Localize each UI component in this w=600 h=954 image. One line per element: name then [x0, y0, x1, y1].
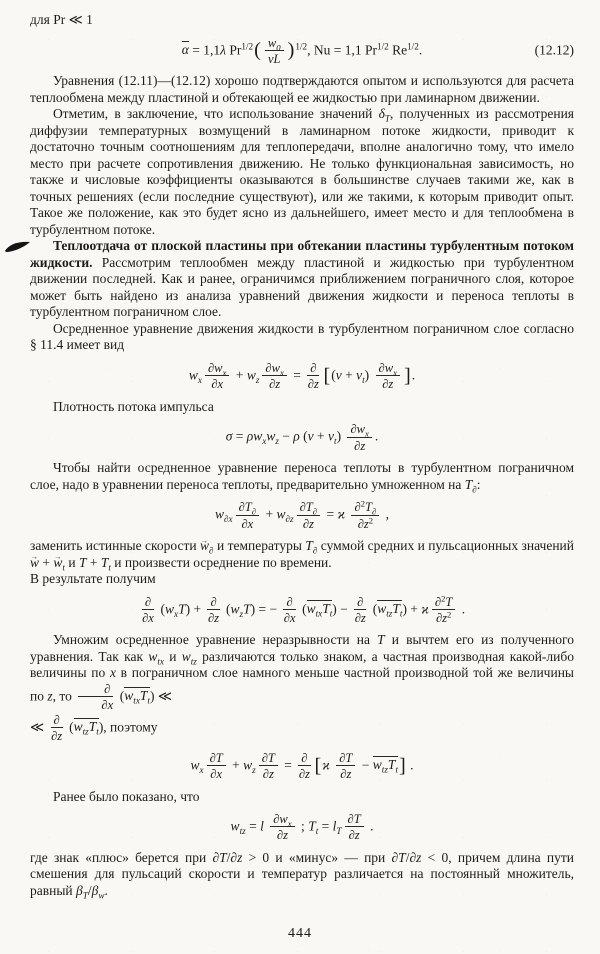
para-much-less: ≪ ∂ ∂z $(w_{tz}T_t)$, поэтому — [30, 712, 158, 744]
para-heading-turbulent: Теплоотдача от плоской пластины при обтекании пластины турбулентным потоком жидкости. Рассмотрим теплообмен между пластиной и жидкостью при турбулентном движении последней. Как и ранее, ограничимся приближением пограничного слоя, которое может быть найдено из анализа уравнений движения жидкости и переноса теплоты в турбулентном пограничном слое. — [30, 238, 574, 321]
para-result: В результате получим — [30, 571, 156, 586]
ink-mark-icon — [3, 239, 33, 255]
para-equations-confirmed: Уравнения (12.11)—(12.12) хорошо подтверждаются опытом и используются для расчета теплообмена между пластиной и обтекающей ее жидкостью при ламинарном движении. — [30, 73, 574, 105]
para-plus-minus-sign: где знак «плюс» берется при ∂T/∂z > 0 и «минус» — при ∂T/∂z < 0, причем длина пути смешения для пульсаций скорости и температур различается на постоянный множитель, равный $\beta_T/\beta_w$. — [30, 849, 574, 901]
equation-simplified-heat: $w_x$ $\frac{\partial T}{\partial x}$ + $w_z$ $\frac{\partial T}{\partial z}$ = ∂ ∂z [ϰ $\frac{\partial T}{\partial z}$ − $w_{tz}T_t$] . — [190, 750, 414, 782]
equation-12-12: α = 1,1λ $Pr^{1/2}$( $\frac{w_0}{\nu L}$ )$^{1/2}$, Nu = 1,1 $Pr^{1/2}$ $Re^{1/2}$. (12.12) — [181, 35, 574, 66]
para-heat-transport: Чтобы найти осредненное уравнение переноса теплоты в турбулентном пограничном слое, надо в уравнении переноса теплоты, предварительно умноженном на $T_\partial$: — [30, 460, 574, 495]
equation-mixing-length: $w_{tz} = l$ $\frac{\partial w_x}{\partial z}$ ; $T_t = l_T$ $\frac{\partial T}{\partial z}$ . — [230, 812, 374, 843]
para-continuity: Умножим осредненное уравнение неразрывности на T и вычтем его из полученного уравнения. Так как $w_{tx}$ и $w_{tz}$ различаются только знаком, а частная производная какой-либо величины по x в пограничном слое намного меньше частной производной той же величины по z, то ∂ ∂x $(w_{tx}T_t)$ ≪ — [30, 632, 575, 713]
equation-motion: $w_x$ $\frac{\partial w_x}{\partial x}$ + $w_z$ $\frac{\partial w_x}{\partial z}$ = ∂ ∂z [$(\nu + \nu_t)$ $\frac{\partial w_x}{\partial z}$ ]. — [188, 360, 416, 392]
equation-averaged-heat: ∂ ∂x $(w_xT)$ + ∂ ∂z $(w_zT)$ = − ∂ ∂x $(w_{tx}T_t)$ − ∂ ∂z $(w_{tz}T_t) + ϰ$ $\frac{\partial^2T}{\partial z^2}$ . — [142, 592, 466, 625]
para-momentum-flux: Плотность потока импульса — [52, 398, 214, 414]
para-averaged-motion: Осредненное уравнение движения жидкости в турбулентном пограничном слое согласно § 11.4 имеет вид — [30, 320, 574, 353]
para-delta-t-note: Отметим, в заключение, что использование значений $\delta_T$, полученных из рассмотрения диффузии температурных возмущений в ламинарном потоке жидкости, приводит к достаточно точным соотношениям для теплопередачи, вполне аналогично тому, что имело место при расчете сопротивления движению. Не только функциональная зависимость, но также и числовые коэффициенты оказываются в большинстве случаев такими же, как в точных решениях (если последние существуют), или же такими, к которым приводит опыт. Такое же положение, как это будет ясно из дальнейшего, имеет место и для теплообмена в турбулентном потоке. — [30, 106, 575, 237]
para-replace-velocities: заменить истинные скорости $w \to_\partial$ и температуры $T_\partial$ суммой средних и пульсационных значений w → + $w \to_t$ и $T + T_t$ и произвести осреднение по времени. — [30, 538, 574, 571]
line-pr-condition: для Pr ≪ 1 — [30, 12, 93, 27]
page-number: 444 — [288, 926, 312, 941]
equation-momentum-flux: $\sigma = \rho w_xw_z - \rho$ $(\nu + \nu_t)$ $\frac{\partial w_x}{\partial z}$ . — [225, 422, 379, 453]
para-earlier-shown: Ранее было показано, что — [52, 788, 200, 804]
equation-number: (12.12) — [534, 42, 574, 58]
equation-heat-instant: $w_{\partial x}$ $\frac{\partial T_\partial}{\partial x}$ + $w_{\partial z}$ $\frac{\partial T_\partial}{\partial z}$ = ϰ $\frac{\partial^2T_\partial}{\partial z^2}$ , — [214, 498, 390, 531]
